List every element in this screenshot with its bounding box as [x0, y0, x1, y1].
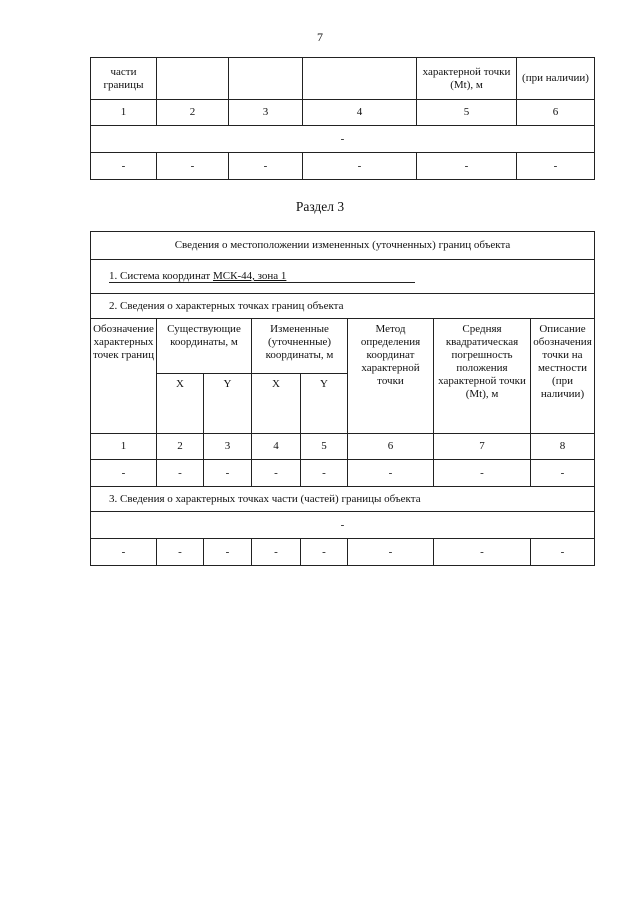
header-x-existing: X [157, 374, 204, 434]
header-y-changed: Y [301, 374, 348, 434]
col-number: 2 [157, 434, 204, 460]
page-number: 7 [317, 30, 323, 44]
parts-section-title: 3. Сведения о характерных точках части (частей) границы объекта [91, 487, 595, 512]
col-number: 5 [301, 434, 348, 460]
col-number: 8 [531, 434, 595, 460]
header-y-existing: Y [204, 374, 252, 434]
dash-cell: - [204, 460, 252, 487]
underline-rule [109, 282, 415, 283]
section3-table [90, 231, 595, 566]
col-number: 5 [417, 100, 517, 126]
dash-cell: - [204, 539, 252, 566]
dash-cell: - [434, 539, 531, 566]
col-number: 1 [91, 434, 157, 460]
dash-cell: - [157, 153, 229, 180]
header-mt-error: Средняя квадратическая погрешность положения характерной точки (Mt), м [434, 319, 531, 434]
col-number: 4 [303, 100, 417, 126]
col-number: 3 [229, 100, 303, 126]
header-method: Метод определения координат характерной точки [348, 319, 434, 434]
dash-cell: - [348, 539, 434, 566]
coordinate-system-value: МСК-44, зона 1 [212, 270, 287, 282]
header-changed-coordinates: Измененные (уточненные) координаты, м [252, 319, 348, 374]
header-empty-4 [303, 58, 417, 100]
merged-dash-cell: - [91, 126, 595, 153]
dash-cell: - [157, 539, 204, 566]
col-number: 4 [252, 434, 301, 460]
header-existing-coordinates: Существующие координаты, м [157, 319, 252, 374]
dash-cell: - [252, 539, 301, 566]
col-number: 7 [434, 434, 531, 460]
continuation-table [90, 57, 595, 180]
col-number: 6 [348, 434, 434, 460]
col-number: 3 [204, 434, 252, 460]
dash-cell: - [417, 153, 517, 180]
header-empty-3 [229, 58, 303, 100]
col-number: 2 [157, 100, 229, 126]
header-part-border: части границы [91, 58, 157, 100]
dash-cell: - [531, 460, 595, 487]
dash-cell: - [252, 460, 301, 487]
col-number: 6 [517, 100, 595, 126]
points-section-title: 2. Сведения о характерных точках границ объекта [91, 294, 595, 319]
col-number: 1 [91, 100, 157, 126]
header-empty-2 [157, 58, 229, 100]
dash-cell: - [301, 460, 348, 487]
parts-merged-dash: - [91, 512, 595, 539]
header-x-changed: X [252, 374, 301, 434]
dash-cell: - [91, 153, 157, 180]
header-point-designation: Обозначение характерных точек границ [91, 319, 157, 434]
section-title: Раздел 3 [295, 199, 345, 214]
dash-cell: - [517, 153, 595, 180]
dash-cell: - [301, 539, 348, 566]
table-title: Сведения о местоположении измененных (уточненных) границ объекта [91, 232, 595, 260]
coordinate-system-row [91, 260, 595, 294]
header-description: Описание обозначения точки на местности (при наличии) [531, 319, 595, 434]
dash-cell: - [434, 460, 531, 487]
header-mt: характерной точки (Mt), м [417, 58, 517, 100]
header-when-available: (при наличии) [517, 58, 595, 100]
dash-cell: - [91, 539, 157, 566]
dash-cell: - [229, 153, 303, 180]
coordinate-system-label: 1. Система координат [109, 270, 211, 282]
dash-cell: - [531, 539, 595, 566]
dash-cell: - [303, 153, 417, 180]
dash-cell: - [91, 460, 157, 487]
dash-cell: - [157, 460, 204, 487]
dash-cell: - [348, 460, 434, 487]
